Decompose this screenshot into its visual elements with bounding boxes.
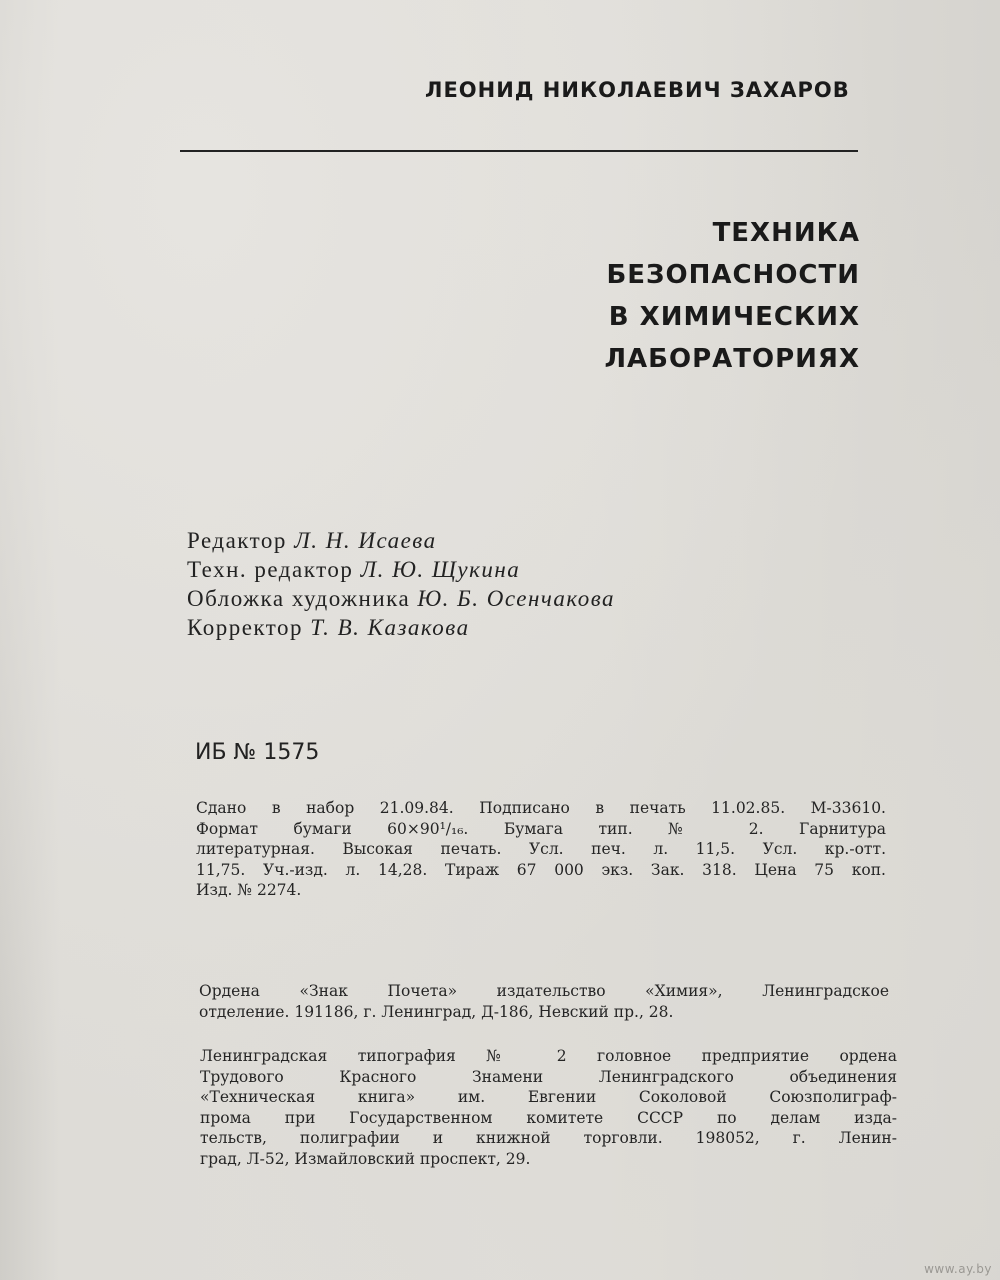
credit-person: Л. Н. Исаева [294,528,437,553]
ib-number: ИБ № 1575 [195,740,320,765]
credit-cover-artist [187,584,615,613]
printer-line: тельств, полиграфии и книжной торговли. 198052, г. Ленин- [200,1129,897,1147]
title-line: В ХИМИЧЕСКИХ [608,302,860,332]
specs-line: Изд. № 2274. [196,881,302,899]
printer-line: Трудового Красного Знамени Ленинградского объединения [200,1067,897,1086]
credit-role: Редактор [187,528,287,553]
book-title [604,212,860,380]
specs-line: Сдано в набор 21.09.84. Подписано в печать 11.02.85. М-33610. [196,799,886,817]
specs-line: 11,75. Уч.-изд. л. 14,28. Тираж 67 000 экз. Зак. 318. Цена 75 коп. [196,860,886,879]
credit-editor [187,526,615,555]
publisher-info [199,981,889,1022]
title-line: ТЕХНИКА [712,218,860,248]
credit-person: Ю. Б. Осенчакова [417,586,616,611]
credits-list [187,526,615,642]
site-watermark: www.ay.by [924,1262,992,1276]
specs-line: Формат бумаги 60×90¹/₁₆. Бумага тип. № 2. Гарнитура [196,819,886,838]
publisher-line: отделение. 191186, г. Ленинград, Д-186, Невский пр., 28. [199,1002,674,1021]
credit-person: Т. В. Казакова [310,615,470,640]
printer-line: «Техническая книга» им. Евгении Соколовой Союзполиграф- [200,1088,897,1106]
title-line: БЕЗОПАСНОСТИ [606,260,860,290]
horizontal-rule [180,150,858,152]
credit-proofreader [187,613,615,642]
credit-role: Техн. редактор [187,557,354,582]
publisher-line: Ордена «Знак Почета» издательство «Химия», Ленинградское [199,982,889,1000]
printer-line: град, Л-52, Измайловский проспект, 29. [200,1149,531,1168]
print-specifications [196,798,886,901]
credit-person: Л. Ю. Щукина [360,557,521,582]
credit-tech-editor [187,555,615,584]
author-name: ЛЕОНИД НИКОЛАЕВИЧ ЗАХАРОВ [425,78,850,102]
credit-role: Корректор [187,615,304,640]
title-line: ЛАБОРАТОРИЯХ [604,344,860,374]
specs-line: литературная. Высокая печать. Усл. печ. л. 11,5. Усл. кр.-отт. [196,840,886,858]
printer-line: Ленинградская типография № 2 головное предприятие ордена [200,1047,897,1065]
printer-line: прома при Государственном комитете СССР по делам изда- [200,1108,897,1127]
printer-info [200,1046,897,1169]
credit-role: Обложка художника [187,586,411,611]
